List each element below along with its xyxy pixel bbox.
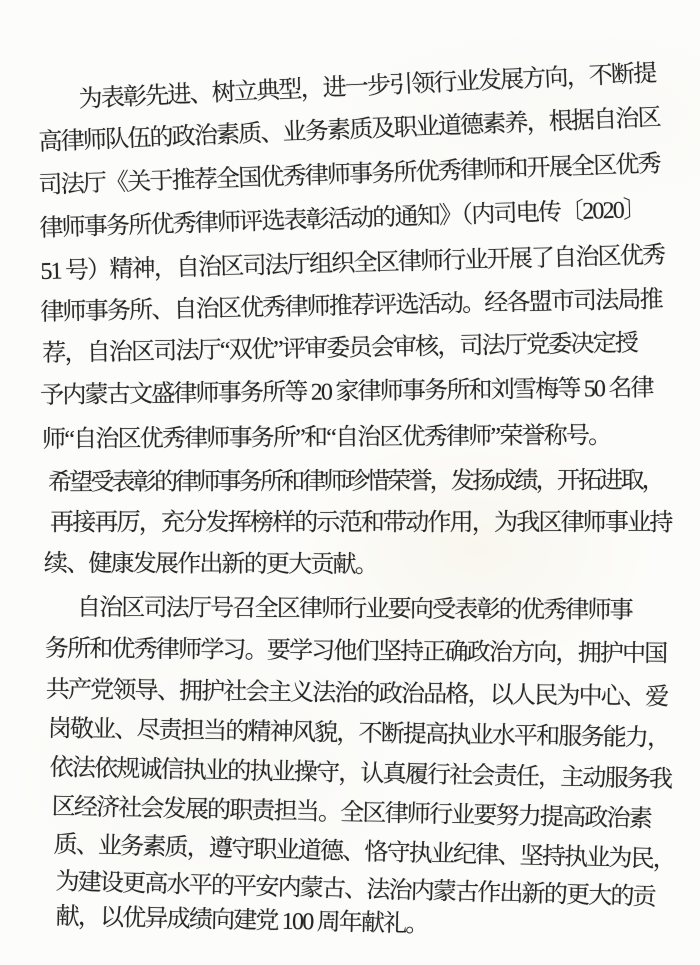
text-line: 岗敬业、尽责担当的精神风貌，不断提高执业水平和服务能力， <box>47 715 670 752</box>
text-line: 共产党领导、拥护社会主义法治的政治品格，以人民为中心、爱 <box>45 676 668 711</box>
text-line: 续、健康发展作出新的更大贡献。 <box>43 551 377 579</box>
text-line: 高律师队伍的政治素质、业务素质及职业道德素养，根据自治区 <box>38 105 661 156</box>
text-line: 依法依规诚信执业的执业操守，认真履行社会责任，主动服务我 <box>49 754 672 793</box>
text-line: 希望受表彰的律师事务所和律师珍惜荣誉，发扬成绩，开拓进取， <box>48 467 663 496</box>
text-line: 献，以优异成绩向建党 100 周年献礼。 <box>55 903 428 938</box>
text-line: 律师事务所、自治区优秀律师推荐评选活动。经各盟市司法局推 <box>40 286 663 326</box>
text-line: 再接再厉，充分发挥榜样的示范和带动作用，为我区律师事业持 <box>50 510 672 536</box>
text-line: 自治区司法厅号召全区律师行业要向受表彰的优秀律师事 <box>76 594 632 624</box>
text-line: 律师事务所优秀律师评选表彰活动的通知》（内司电传〔2020〕 <box>39 196 646 242</box>
text-line: 为表彰先进、树立典型，进一步引领行业发展方向，不断提 <box>78 60 656 113</box>
text-line: 区经济社会发展的职责担当。全区律师行业要努力提高政治素 <box>51 793 652 833</box>
text-line: 为建设更高水平的平安内蒙古、法治内蒙古作出新的更大的贡 <box>55 868 656 911</box>
text-line: 务所和优秀律师学习。要学习他们坚持正确政治方向，拥护中国 <box>44 635 667 668</box>
text-line: 质、业务素质，遵守职业道德、恪守执业纪律、坚持执业为民， <box>53 831 676 874</box>
text-line: 司法厅《关于推荐全国优秀律师事务所优秀律师和开展全区优秀 <box>38 151 661 199</box>
text-line: 师“自治区优秀律师事务所”和“自治区优秀律师”荣誉称号。 <box>42 423 611 453</box>
text-line: 予内蒙古文盛律师事务所等 20 家律师事务所和刘雪梅等 50 名律 <box>40 375 653 409</box>
text-line: 51 号）精神，自治区司法厅组织全区律师行业开展了自治区优秀 <box>40 242 665 285</box>
text-line: 荐，自治区司法厅“双优”评审委员会审核，司法厅党委决定授 <box>42 330 638 367</box>
